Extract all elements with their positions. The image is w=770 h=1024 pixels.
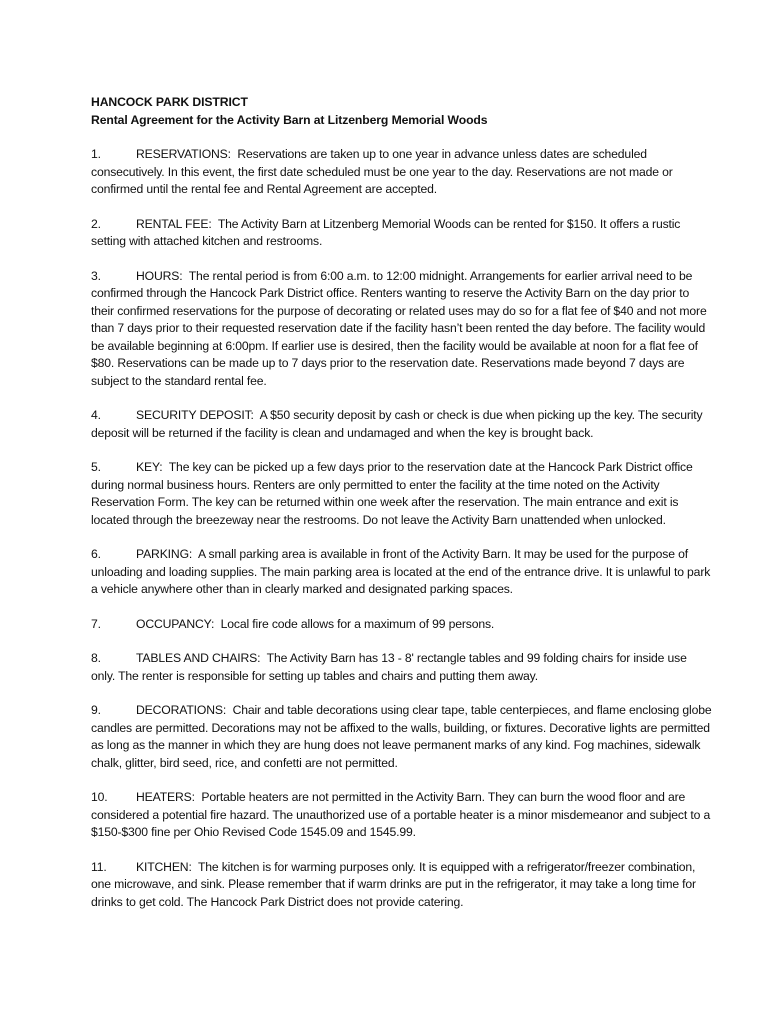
section-3 [91, 268, 713, 391]
document-header [91, 94, 713, 129]
section-number: 11. [91, 859, 107, 874]
section-text: Reservations are taken up to one year in advance unless dates are scheduled consecutively. In this event, the first date scheduled must be one year to the day. Reservations are not made or confirmed until the rental fee and Rental Agreement are accepted. [91, 147, 673, 196]
section-text: The rental period is from 6:00 a.m. to 12:00 midnight. Arrangements for earlier arrival need to be confirmed through the Hancock Park District office. Renters wanting to reserve the Activity Barn on the day prior to their confirmed reservations for the purpose of decorating or related uses may do so for a flat fee of $40 and not more than 7 days prior to their requested reservation date if the facility hasn’t been rented the day before. The facility would be available beginning at 6:00pm. If earlier use is desired, then the facility would be available at noon for a flat fee of $80. Reservations can be made up to 7 days prior to the reservation date. Reservations made beyond 7 days are subject to the standard rental fee. [91, 268, 707, 388]
section-number: 6. [91, 547, 101, 561]
section-number: 2. [91, 216, 101, 231]
section-text: Portable heaters are not permitted in the Activity Barn. They can burn the wood floor and are considered a potential fire hazard. The unauthorized use of a portable heater is a minor misdemeanor and subject to a $150-$300 fine per Ohio Revised Code 1545.09 and 1545.99. [91, 790, 711, 839]
section-text: The key can be picked up a few days prior to the reservation date at the Hancock Park District office during normal business hours. Renters are only permitted to enter the facility at the time noted on the Activity Reservation Form. The key can be returned within one week after the reservation. The main entrance and exit is located through the breezeway near the restrooms. Do not leave the Activity Barn unattended when unlocked. [91, 460, 693, 527]
section-9 [91, 702, 713, 772]
section-heading: HEATERS: [136, 790, 195, 804]
document-page [91, 94, 713, 928]
section-11 [91, 859, 713, 912]
section-heading: RESERVATIONS: [136, 147, 231, 161]
section-2 [91, 216, 713, 251]
section-heading: TABLES AND CHAIRS: [136, 651, 261, 665]
document-title: Rental Agreement for the Activity Barn at Litzenberg Memorial Woods [91, 112, 488, 127]
section-text: The kitchen is for warming purposes only. It is equipped with a refrigerator/freezer combination, one microwave, and sink. Please remember that if warm drinks are put in the refrigerator, it may take a long time for drinks to get cold. The Hancock Park District does not provide catering. [91, 859, 696, 909]
section-heading: KEY: [136, 460, 163, 474]
section-number: 1. [91, 147, 101, 161]
section-text: A $50 security deposit by cash or check is due when picking up the key. The security deposit will be returned if the facility is clean and undamaged and when the key is brought back. [91, 408, 703, 440]
section-text: The Activity Barn at Litzenberg Memorial Woods can be rented for $150. It offers a rustic setting with attached kitchen and restrooms. [91, 216, 681, 248]
section-number: 5. [91, 460, 101, 474]
section-1 [91, 146, 713, 199]
section-text: The Activity Barn has 13 - 8' rectangle tables and 99 folding chairs for inside use only. The renter is responsible for setting up tables and chairs and putting them away. [91, 651, 687, 683]
section-5 [91, 459, 713, 529]
section-number: 4. [91, 408, 101, 422]
sections-list [91, 146, 713, 911]
section-heading: RENTAL FEE: [136, 216, 212, 231]
section-8 [91, 650, 713, 685]
section-number: 10. [91, 790, 108, 804]
section-10 [91, 789, 713, 842]
section-number: 9. [91, 703, 101, 717]
section-text: Chair and table decorations using clear tape, table centerpieces, and flame enclosing globe candles are permitted. Decorations may not be affixed to the walls, building, or fixtures. Decorative lights are permitted as long as the manner in which they are hung does not leave permanent marks of any kind. Fog machines, sidewalk chalk, glitter, bird seed, rice, and confetti are not permitted. [91, 703, 712, 770]
section-text: Local fire code allows for a maximum of 99 persons. [220, 616, 495, 631]
district-name: HANCOCK PARK DISTRICT [91, 95, 248, 109]
section-number: 3. [91, 268, 101, 283]
section-heading: HOURS: [136, 268, 183, 283]
section-heading: KITCHEN: [136, 859, 192, 874]
section-heading: SECURITY DEPOSIT: [136, 408, 254, 422]
section-4 [91, 407, 713, 442]
section-7 [91, 616, 713, 634]
section-number: 8. [91, 651, 101, 665]
section-text: A small parking area is available in front of the Activity Barn. It may be used for the purpose of unloading and loading supplies. The main parking area is located at the end of the entrance drive. It is unlawful to park a vehicle anywhere other than in clearly marked and designated parking spaces. [91, 547, 711, 596]
section-heading: PARKING: [136, 547, 193, 561]
section-number: 7. [91, 616, 101, 631]
section-heading: DECORATIONS: [136, 703, 227, 717]
section-heading: OCCUPANCY: [136, 616, 215, 631]
section-6 [91, 546, 713, 599]
